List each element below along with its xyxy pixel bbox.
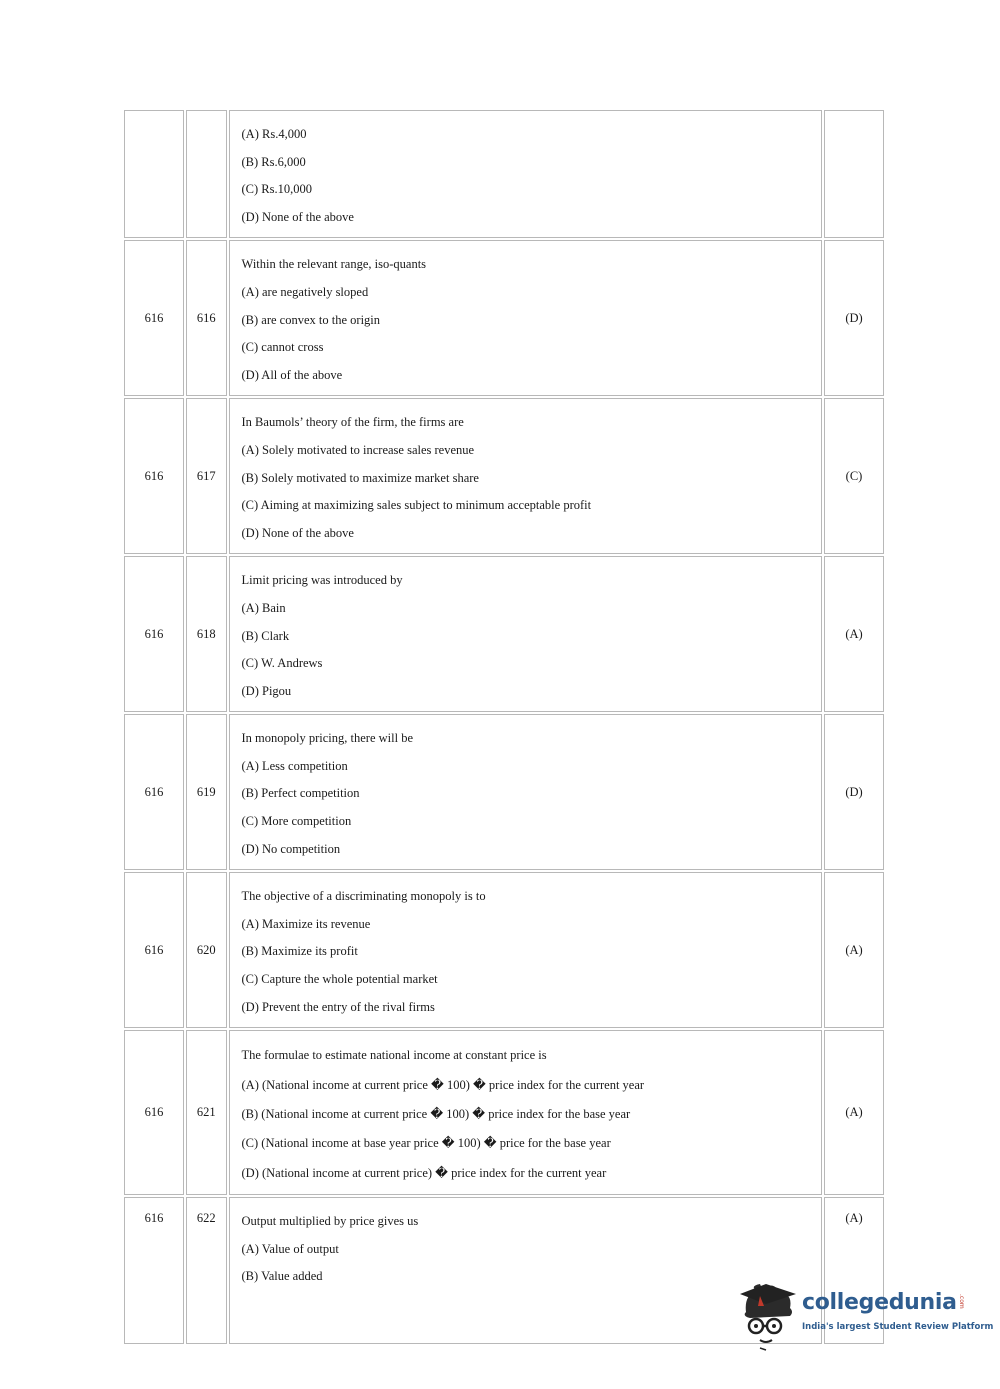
question-number-cell — [186, 110, 227, 238]
question-table-viewport — [122, 110, 886, 1284]
question-table — [122, 108, 886, 1346]
table-row — [124, 240, 884, 396]
option-c: (C) Capture the whole potential market — [241, 972, 438, 987]
option-a: (A) are negatively sloped — [241, 284, 369, 299]
logo-suffix: .com — [958, 1294, 965, 1309]
table-row — [124, 1030, 884, 1195]
option-a: (A) Solely motivated to increase sales revenue — [241, 442, 475, 457]
option-b: (B) are convex to the origin — [241, 312, 381, 327]
option-b: (B) (National income at current price � 100) � price index for the base year — [241, 1107, 631, 1122]
question-number-cell: 619 — [186, 714, 227, 870]
table-row — [124, 714, 884, 870]
question-number-cell: 617 — [186, 398, 227, 554]
question-number-cell: 621 — [186, 1030, 227, 1195]
option-a: (A) Less competition — [241, 758, 348, 773]
question-number-cell: 620 — [186, 872, 227, 1028]
answer-cell: (C) — [824, 398, 884, 554]
mascot-icon — [740, 1282, 800, 1352]
table-row — [124, 110, 884, 238]
option-a: (A) Value of output — [241, 1241, 339, 1256]
logo-wordmark: collegedunia — [802, 1290, 957, 1315]
question-number-cell: 622 — [186, 1197, 227, 1344]
option-d: (D) Pigou — [241, 683, 292, 698]
option-d: (D) Prevent the entry of the rival firms — [241, 999, 435, 1014]
option-c: (C) More competition — [241, 814, 352, 829]
question-cell — [229, 398, 823, 554]
answer-cell: (A) — [824, 556, 884, 712]
option-b: (B) Value added — [241, 1269, 323, 1284]
option-d: (D) All of the above — [241, 367, 343, 382]
option-b: (B) Maximize its profit — [241, 944, 358, 959]
collegedunia-logo — [740, 1282, 994, 1352]
question-number-cell: 618 — [186, 556, 227, 712]
option-d: (D) (National income at current price) � price index for the current year — [241, 1165, 607, 1180]
subject-code-cell: 616 — [124, 240, 184, 396]
question-cell — [229, 1197, 823, 1344]
table-row — [124, 872, 884, 1028]
question-text: Limit pricing was introduced by — [241, 573, 403, 588]
question-cell — [229, 1030, 823, 1195]
answer-cell: (D) — [824, 240, 884, 396]
subject-code-cell — [124, 110, 184, 238]
answer-cell: (A) — [824, 872, 884, 1028]
subject-code-cell: 616 — [124, 872, 184, 1028]
question-text: The formulae to estimate national income at constant price is — [241, 1048, 547, 1063]
option-c: (C) Rs.10,000 — [241, 182, 313, 197]
option-c: (C) cannot cross — [241, 340, 324, 355]
question-cell — [229, 110, 823, 238]
question-number-cell: 616 — [186, 240, 227, 396]
question-text: Within the relevant range, iso-quants — [241, 257, 427, 272]
subject-code-cell: 616 — [124, 1030, 184, 1195]
table-row — [124, 398, 884, 554]
subject-code-cell: 616 — [124, 714, 184, 870]
subject-code-cell: 616 — [124, 556, 184, 712]
answer-cell: (A) — [824, 1197, 884, 1344]
answer-cell — [824, 110, 884, 238]
question-cell — [229, 714, 823, 870]
option-a: (A) (National income at current price � 100) � price index for the current year — [241, 1077, 645, 1092]
answer-cell: (A) — [824, 1030, 884, 1195]
option-a: (A) Rs.4,000 — [241, 127, 307, 141]
subject-code-cell: 616 — [124, 1197, 184, 1344]
option-d: (D) No competition — [241, 841, 341, 856]
option-b: (B) Solely motivated to maximize market share — [241, 470, 479, 485]
option-c: (C) (National income at base year price � 100) � price for the base year — [241, 1136, 611, 1151]
table-row — [124, 556, 884, 712]
question-text: The objective of a discriminating monopoly is to — [241, 889, 486, 904]
question-text: In Baumols’ theory of the firm, the firms are — [241, 415, 464, 430]
answer-cell: (D) — [824, 714, 884, 870]
option-b: (B) Perfect competition — [241, 786, 360, 801]
option-b: (B) Clark — [241, 628, 290, 643]
question-text: Output multiplied by price gives us — [241, 1214, 419, 1229]
subject-code-cell: 616 — [124, 398, 184, 554]
logo-tagline: India's largest Student Review Platform — [802, 1322, 994, 1332]
option-d: (D) None of the above — [241, 209, 354, 224]
option-a: (A) Maximize its revenue — [241, 916, 371, 931]
question-text: In monopoly pricing, there will be — [241, 731, 414, 746]
option-c: (C) W. Andrews — [241, 656, 323, 671]
option-a: (A) Bain — [241, 600, 286, 615]
option-d: (D) None of the above — [241, 525, 354, 540]
option-c: (C) Aiming at maximizing sales subject to minimum acceptable profit — [241, 498, 592, 513]
question-cell — [229, 240, 823, 396]
question-cell — [229, 872, 823, 1028]
question-cell — [229, 556, 823, 712]
option-b: (B) Rs.6,000 — [241, 154, 306, 169]
